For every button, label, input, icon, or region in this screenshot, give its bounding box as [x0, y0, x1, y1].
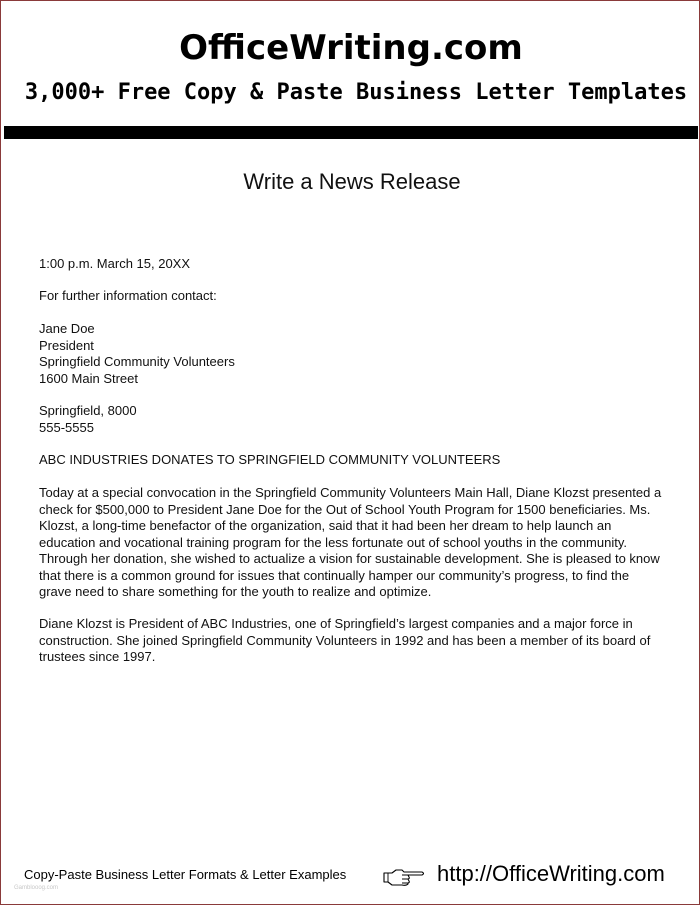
paragraph-line: grave need to share something for the youth to realize and optimize. — [39, 584, 432, 599]
contact-street: 1600 Main Street — [39, 370, 139, 386]
paragraph-line: that there is a common ground for issues that continually hamper our community’s progress, to find the — [39, 567, 630, 583]
site-title: OfficeWriting.com — [179, 28, 523, 68]
dateline — [39, 256, 669, 273]
paragraph-line: check for $500,000 to President Jane Doe for the Out of School Youth Program for 1500 beneficiaries. Ms. — [39, 501, 651, 517]
paragraph-line: Klozst, a long-time benefactor of the organization, said that it had been her dream to help launch an — [39, 518, 612, 533]
paragraph-1 — [39, 485, 669, 601]
contact-intro — [39, 288, 669, 305]
pointing-hand-icon — [382, 865, 426, 887]
watermark-text: Gamblooog.com — [14, 885, 59, 891]
paragraph-line: education and vocational training program for the less fortunate out of school youths in the community. — [39, 534, 627, 550]
contact-intro-text: For further information contact: — [39, 288, 217, 303]
contact-organization: Springfield Community Volunteers — [39, 354, 235, 369]
paragraph-line: Diane Klozst is President of ABC Industries, one of Springfield’s largest companies and a major force in — [39, 616, 633, 631]
contact-phone: 555-5555 — [39, 419, 94, 435]
paragraph-line: Through her donation, she wished to actualize a vision for sustainable development. She is pleased to know — [39, 551, 660, 566]
headline — [39, 452, 669, 469]
site-tagline: 3,000+ Free Copy & Paste Business Letter Templates — [24, 80, 688, 105]
dateline-text: 1:00 p.m. March 15, 20XX — [39, 256, 191, 271]
footer-tagline: Copy-Paste Business Letter Formats & Letter Examples — [24, 867, 347, 882]
paragraph-line: Today at a special convocation in the Springfield Community Volunteers Main Hall, Diane Klozst presented a — [39, 485, 662, 500]
contact-name: Jane Doe — [39, 321, 95, 336]
header-divider-bar — [4, 126, 698, 139]
contact-position: President — [39, 337, 94, 353]
contact-city: Springfield, 8000 — [39, 403, 137, 418]
paragraph-line: trustees since 1997. — [39, 649, 156, 664]
document-title: Write a News Release — [243, 169, 461, 194]
contact-block — [39, 321, 669, 387]
paragraph-line: construction. She joined Springfield Community Volunteers in 1992 and has been a member of its board of — [39, 632, 651, 648]
headline-text: ABC INDUSTRIES DONATES TO SPRINGFIELD COMMUNITY VOLUNTEERS — [39, 452, 501, 467]
footer-url: http://OfficeWriting.com — [437, 861, 665, 886]
paragraph-2 — [39, 616, 669, 666]
contact-location — [39, 403, 669, 436]
